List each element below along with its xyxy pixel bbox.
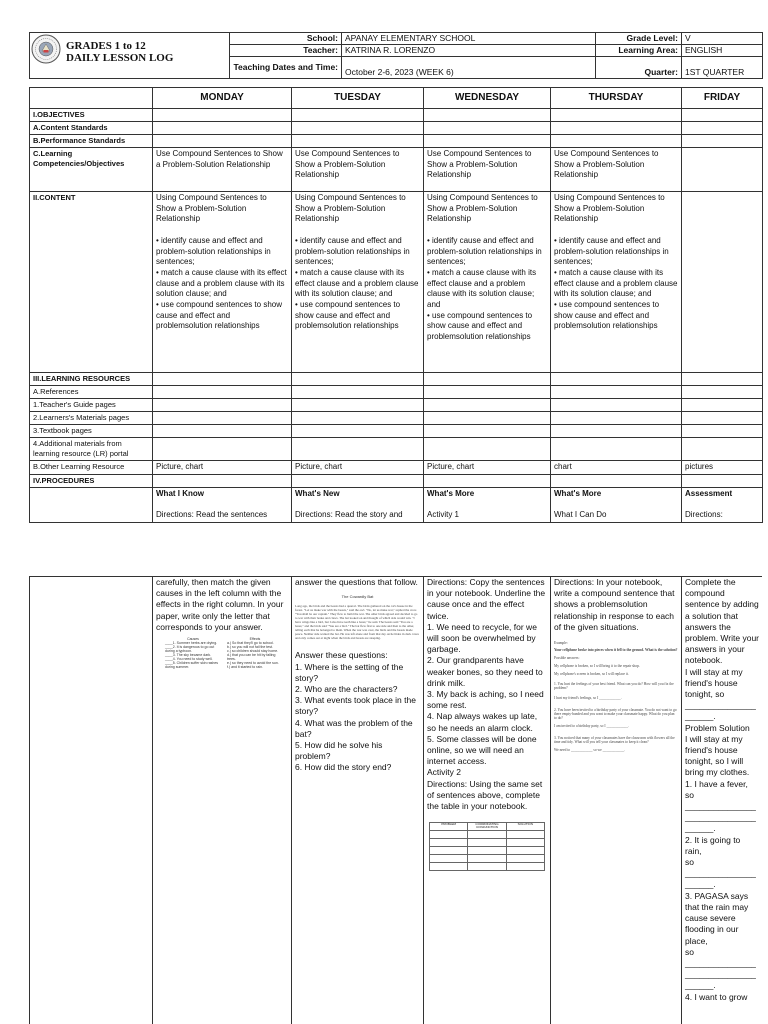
content-standards-row (30, 122, 763, 135)
performance-standards-row (30, 135, 763, 148)
proc-text-friday: Directions: (685, 510, 723, 520)
proc-title-wednesday: What's More (427, 488, 475, 498)
day-header-monday: MONDAY (153, 88, 292, 109)
lesson-plan-table (29, 87, 763, 523)
table-head-solution: SOLUTION (506, 823, 544, 831)
procedures-label: IV.PROCEDURES (30, 474, 153, 487)
monday-directions: carefully, then match the given causes in the left column with the effects in the right column. In your paper, write only the letter that corresponds to your answer. (156, 577, 284, 632)
wednesday-directions: Directions: Copy the sentences in your notebook. Underline the cause once and the effect twice. 1. We need to recycle, for we will soon be overwhelmed by garbage. 2. Our grandparents have weaker bones, so they need to drink milk. 3. My back is aching, so I need some rest. 4. Nap always wakes up late, so he needs an alarm clock. 5. Some classes will be done online, so we will need an internet access. Activity 2 Directions: Using the same set of sentences above, complete the table in your notebook. (427, 577, 546, 812)
effect-item: b.) so you will not fail the test. (227, 645, 273, 650)
situation-blank: I hurt my friend's feelings, so I ____________. (554, 696, 622, 701)
content-standards-label: A.Content Standards (30, 122, 153, 135)
content-monday: Using Compound Sentences to Show a Problem-Solution Relationship • identify cause and effect and problem-solution relationships in sentences; • match a cause clause with its effect clause and a problem clause with its solution clause; and • use compound sentences to show cause and effect and problemsolution relationships (153, 192, 292, 373)
cause-item: ____1. Summer herbs are drying. (165, 641, 218, 646)
story-text: Long ago, the birds and the beasts had a quarrel. The birds gathered on the cat's house in the forest. "Let us make war with the beasts," said the owl. "No, let us make war," replied the crow. "You shall be our captain." They flew to build the war. The other birds agreed and decided to go to war with their beaks and claws. The bat looked on and thought of which side would win. "I have wings like a bird, but I also have teeth like a beast," he said. The beasts said "You are a beast," and the birds said "You are a bird." The bat flew first to one side and then to the other, telling each that he belonged to them. When the war was over, the birds and the beasts made peace. Neither side wanted the bat. He was left alone and from that day on he hides in dark caves and only comes out at night when the birds and beasts are sleeping. (295, 604, 419, 641)
corner-cell (30, 88, 153, 109)
effect-item: e.) so they need to avoid the sun. (227, 661, 279, 666)
other-monday: Picture, chart (153, 461, 292, 475)
teacher-value: KATRINA R. LORENZO (342, 45, 596, 57)
logo-cell (30, 33, 230, 79)
procedures-continued-row (30, 577, 763, 1024)
quarter-value: 1ST QUARTER (682, 57, 763, 79)
possible-answer: My cellphone's screen is broken, so I will replace it. (554, 672, 629, 677)
additional-label: 4.Additional materials from learning resource (LR) portal (30, 438, 153, 461)
situation-item: 1. You hurt the feelings of your best friend. What can you do? How will you fix the problem? (554, 682, 674, 691)
tg-label: 1.Teacher's Guide pages (30, 399, 153, 412)
day-header-friday: FRIDAY (682, 88, 763, 109)
grade-label: Grade Level: (596, 33, 682, 45)
teacher-label: Teacher: (230, 45, 342, 57)
other-wednesday: Picture, chart (424, 461, 551, 475)
tg-row (30, 399, 763, 412)
problem-solution-table (429, 822, 545, 871)
example-text: Your cellphone broke into pieces when it fell to the ground. What is the solution? (554, 648, 678, 653)
form-title-line1: GRADES 1 to 12 (66, 40, 146, 52)
proc-title-tuesday: What's New (295, 488, 340, 498)
area-value: ENGLISH (682, 45, 763, 57)
objectives-label: I.OBJECTIVES (30, 109, 153, 122)
proc-title-thursday: What's More (554, 488, 602, 498)
competency-thursday: Use Compound Sentences to Show a Problem-Solution Relationship (551, 148, 682, 192)
other-tuesday: Picture, chart (292, 461, 424, 475)
friday-continued: Complete the compound sentence by adding a solution that answers the problem. Write your answers in your notebook. I will stay at my friend's house tonight, so _______________ ______. Problem Solution I will stay at my friend's house tonight, so I will bring my clothes. 1. I have a fever, so _______________ _______________ ______. 2. It is going to rain, so _______________ ______. 3. PAGASA says that the rain may cause severe flooding in our place, so _______________ _______________ ______. 4. I want to grow (682, 577, 763, 1024)
day-header-thursday: THURSDAY (551, 88, 682, 109)
procedures-row (30, 474, 763, 487)
day-header-row (30, 88, 763, 109)
effect-item: d.) that you can be hit by falling trees. (227, 653, 276, 662)
lm-label: 2.Learners's Materials pages (30, 412, 153, 425)
resources-label: III.LEARNING RESOURCES (30, 373, 153, 386)
day-header-tuesday: TUESDAY (292, 88, 424, 109)
proc-title-friday: Assessment (685, 488, 733, 498)
example-label: Example: (554, 641, 568, 646)
effect-item: a.) So that they'll go to school. (227, 641, 274, 646)
proc-text-tuesday: Directions: Read the story and (295, 510, 403, 520)
causes-head: Causes (187, 637, 199, 642)
label-cell-empty (30, 577, 153, 1024)
cause-item: ____3. The sky became dark. (165, 653, 212, 658)
form-title-line2: DAILY LESSON LOG (66, 52, 174, 64)
thursday-continued (551, 577, 682, 1024)
thursday-directions: Directions: In your notebook, write a compound sentence that shows a problemsolution relationship in response to each of the given situations. (554, 577, 675, 632)
table-head-conjunction: COORDINATING CONJUNCTION (468, 823, 506, 831)
grade-value: V (682, 33, 763, 45)
tuesday-directions: answer the questions that follow. (295, 577, 418, 587)
monday-continued (153, 577, 292, 1024)
table-head-problem: PROBLEM (430, 823, 468, 831)
school-value: APANAY ELEMENTARY SCHOOL (342, 33, 596, 45)
area-label: Learning Area: (596, 45, 682, 57)
resources-row (30, 373, 763, 386)
cause-item: ____5. Children suffer skin rashes during summer. (165, 661, 219, 670)
situation-item: 2. You have been invited to a birthday party of your classmate. You do not want to go there empty-handed and you want to make your classmate happy. What do you plan to do? (554, 708, 677, 721)
content-row (30, 192, 763, 373)
tuesday-questions: Answer these questions: 1. Where is the setting of the story? 2. Who are the characters? 3. What events took place in the story? 4. What was the problem of the bat? 5. How did he solve his problem? 6. How did the story end? (295, 650, 416, 773)
procedures-detail-row (30, 487, 763, 522)
content-thursday: Using Compound Sentences to Show a Problem-Solution Relationship • identify cause and effect and problem-solution relationships in sentences; • match a cause clause with its effect clause and a problem clause with its solution clause; and • use compound sentences to show cause and effect and problemsolution relationships (551, 192, 682, 373)
references-row (30, 386, 763, 399)
content-tuesday: Using Compound Sentences to Show a Problem-Solution Relationship • identify cause and effect and problem-solution relationships in sentences; • match a cause clause with its effect clause and a problem clause with its solution clause; and • use compound sentences to show cause and effect and problemsolution relationships (292, 192, 424, 373)
dates-value: October 2-6, 2023 (WEEK 6) (342, 57, 596, 79)
competencies-row (30, 148, 763, 192)
proc-title-monday: What I Know (156, 488, 204, 498)
quarter-label: Quarter: (596, 57, 682, 79)
performance-standards-label: B.Performance Standards (30, 135, 153, 148)
other-friday: pictures (682, 461, 763, 475)
cause-effect-table (162, 637, 286, 669)
tuesday-continued (292, 577, 424, 1024)
additional-row (30, 438, 763, 461)
school-label: School: (230, 33, 342, 45)
proc-text-monday: Directions: Read the sentences (156, 510, 268, 520)
story-title: The Cowardly Bat (341, 594, 374, 600)
other-thursday: chart (551, 461, 682, 475)
page-two-continuation (29, 576, 762, 1024)
competency-wednesday: Use Compound Sentences to Show a Problem-Solution Relationship (424, 148, 551, 192)
proc-text-wednesday: Activity 1 (427, 510, 460, 520)
textbook-label: 3.Textbook pages (30, 425, 153, 438)
competency-tuesday: Use Compound Sentences to Show a Problem-Solution Relationship (292, 148, 424, 192)
effect-item: f.) and it started to rain. (227, 665, 263, 670)
textbook-row (30, 425, 763, 438)
other-resources-label: B.Other Learning Resource (30, 461, 153, 475)
header-info-table (29, 32, 763, 79)
cause-item: ____2. It is dangerous to go out during a typhoon. (165, 645, 215, 654)
effect-item: c.) so children should stay home. (227, 649, 279, 654)
content-label: II.CONTENT (30, 192, 153, 373)
dates-label: Teaching Dates and Time: (230, 57, 342, 79)
effects-head: Effects (249, 637, 261, 642)
day-header-wednesday: WEDNESDAY (424, 88, 551, 109)
competencies-label: C.Learning Competencies/Objectives (30, 148, 153, 192)
situation-blank: We need to ____________ so we ____________. (554, 748, 626, 753)
wednesday-continued (424, 577, 551, 1024)
content-wednesday: Using Compound Sentences to Show a Problem-Solution Relationship • identify cause and effect and problem-solution relationships in sentences; • match a cause clause with its effect clause and a problem clause with its solution clause; and • use compound sentences to show cause and effect and problemsolution relationships (424, 192, 551, 373)
cause-item: ____4. You need to study well. (165, 657, 213, 662)
procedures-continued-table (29, 576, 762, 1024)
references-label: A.References (30, 386, 153, 399)
other-resources-row (30, 461, 763, 475)
situation-item: 3. You noticed that many of your classmates have the classroom with flowers all the time and tidy. What will you tell your classmates to keep it clean? (554, 736, 675, 745)
possible-answer: My cellphone is broken, so I will bring it to the repair shop. (554, 664, 640, 669)
possible-answers-label: Possible answers: (554, 656, 580, 661)
competency-monday: Use Compound Sentences to Show a Problem-Solution Relationship (153, 148, 292, 192)
lm-row (30, 412, 763, 425)
proc-text-thursday: What I Can Do (554, 510, 607, 520)
objectives-row (30, 109, 763, 122)
situation-blank: I am invited to a birthday party, so I ____________. (554, 724, 629, 729)
